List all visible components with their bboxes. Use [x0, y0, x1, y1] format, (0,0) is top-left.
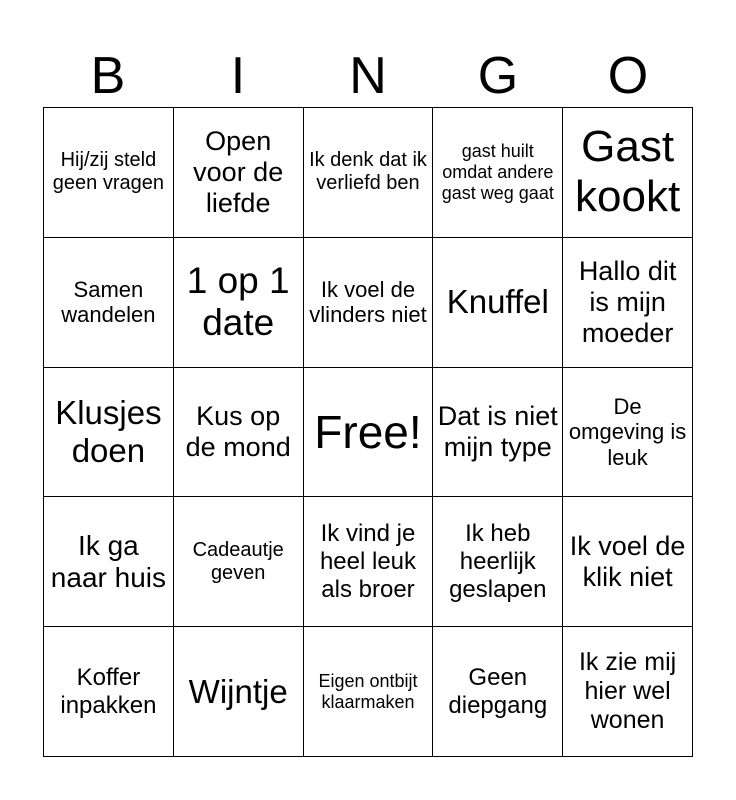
free-space[interactable]: Free! — [304, 368, 434, 498]
header-letter-o: O — [607, 47, 649, 105]
bingo-cell[interactable]: Klusjes doen — [44, 368, 174, 498]
bingo-card — [43, 107, 693, 757]
bingo-cell[interactable]: Dat is niet mijn type — [433, 368, 563, 498]
header-letter-n: N — [349, 47, 387, 105]
header-letter-g: G — [477, 47, 519, 105]
bingo-cell[interactable]: Open voor de liefde — [174, 108, 304, 238]
bingo-cell[interactable]: Cadeautje geven — [174, 497, 304, 627]
bingo-cell[interactable]: Geen diepgang — [433, 627, 563, 757]
bingo-cell[interactable]: Hij/zij steld geen vragen — [44, 108, 174, 238]
bingo-cell[interactable]: Eigen ontbijt klaarmaken — [304, 627, 434, 757]
bingo-cell[interactable]: Ik ga naar huis — [44, 497, 174, 627]
header-letter-i: I — [230, 47, 246, 105]
bingo-cell[interactable]: Ik voel de vlinders niet — [304, 238, 434, 368]
bingo-cell[interactable]: De omgeving is leuk — [563, 368, 693, 498]
bingo-cell[interactable]: gast huilt omdat andere gast weg gaat — [433, 108, 563, 238]
bingo-cell[interactable]: Ik zie mij hier wel wonen — [563, 627, 693, 757]
bingo-cell[interactable]: Ik vind je heel leuk als broer — [304, 497, 434, 627]
bingo-cell[interactable]: 1 op 1 date — [174, 238, 304, 368]
bingo-cell[interactable]: Kus op de mond — [174, 368, 304, 498]
bingo-cell[interactable]: Ik denk dat ik verliefd ben — [304, 108, 434, 238]
bingo-cell[interactable]: Ik voel de klik niet — [563, 497, 693, 627]
bingo-cell[interactable]: Ik heb heerlijk geslapen — [433, 497, 563, 627]
header-letter-b: B — [90, 47, 126, 105]
bingo-cell[interactable]: Koffer inpakken — [44, 627, 174, 757]
bingo-header — [43, 44, 693, 108]
bingo-cell[interactable]: Hallo dit is mijn moeder — [563, 238, 693, 368]
bingo-cell[interactable]: Knuffel — [433, 238, 563, 368]
bingo-cell[interactable]: Samen wandelen — [44, 238, 174, 368]
bingo-cell[interactable]: Gast kookt — [563, 108, 693, 238]
bingo-cell[interactable]: Wijntje — [174, 627, 304, 757]
